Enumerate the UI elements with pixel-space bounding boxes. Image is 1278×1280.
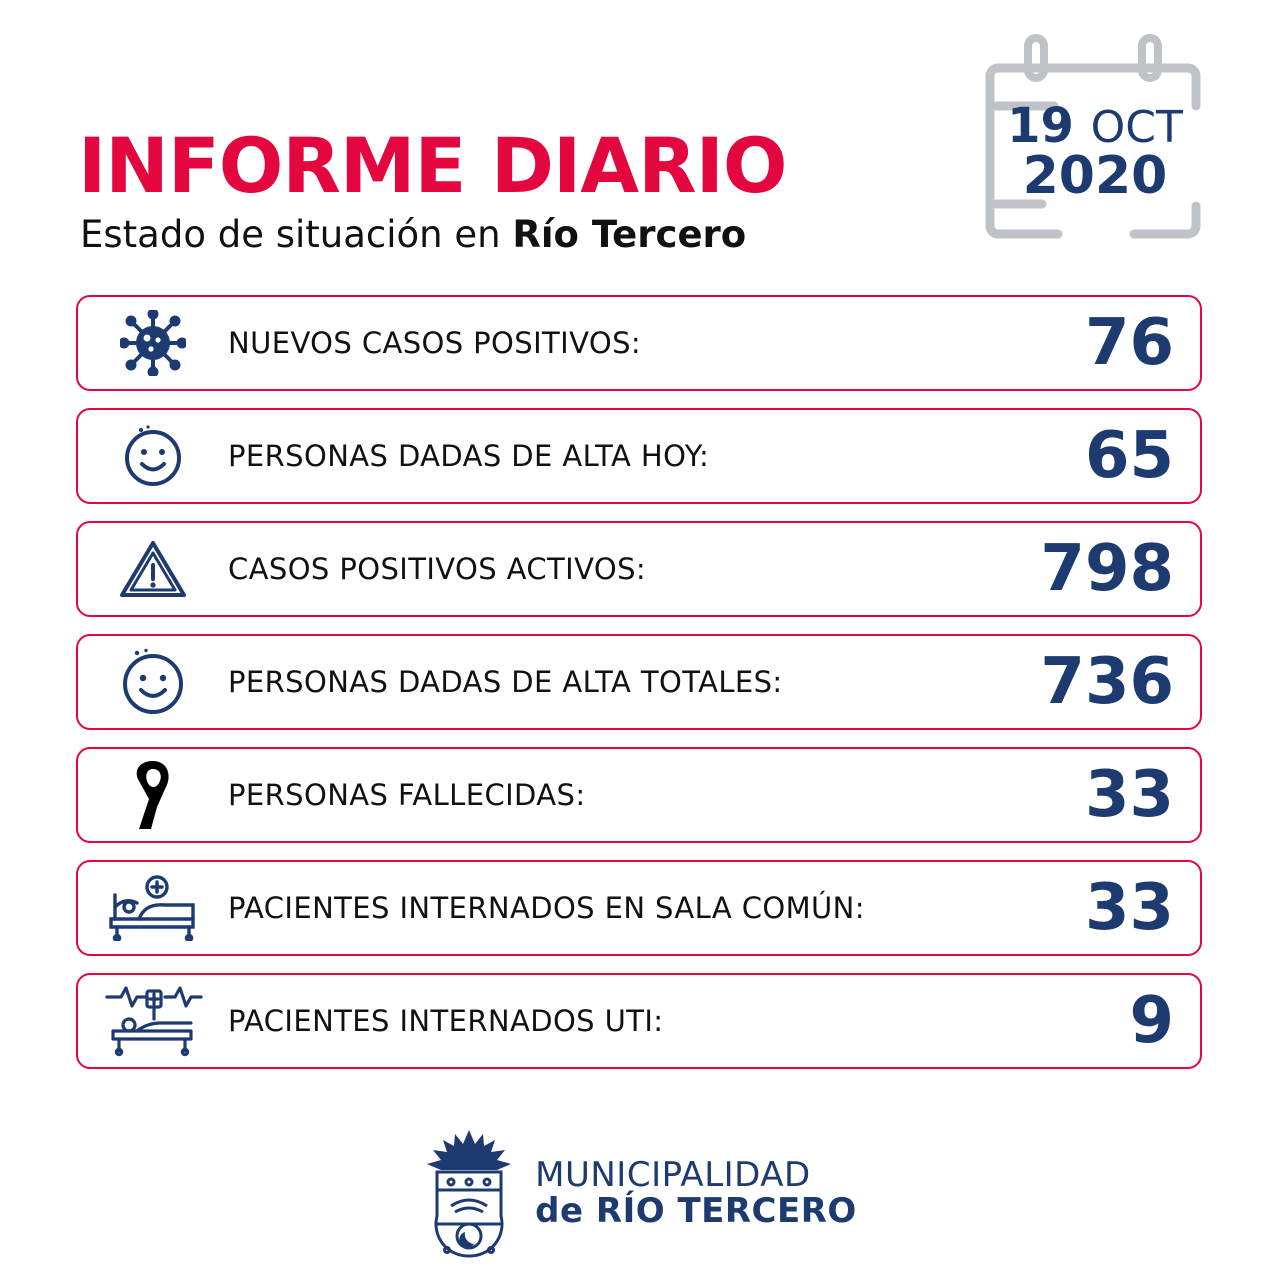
calendar-year: 2020: [1022, 145, 1168, 206]
smiley-icon: [78, 634, 228, 730]
table-row: [76, 408, 1202, 504]
stat-label: CASOS POSITIVOS ACTIVOS:: [228, 552, 647, 586]
table-row: [76, 521, 1202, 617]
smiley-small-icon: [78, 408, 228, 504]
table-row: [76, 860, 1202, 956]
stat-label: PACIENTES INTERNADOS UTI:: [228, 1004, 664, 1038]
stat-label: NUEVOS CASOS POSITIVOS:: [228, 326, 642, 360]
page-title: INFORME DIARIO: [78, 121, 787, 210]
footer-text: [535, 1155, 857, 1231]
stat-value: 33: [1084, 871, 1174, 945]
stat-value: 76: [1084, 306, 1174, 380]
virus-icon: [78, 295, 228, 391]
stat-value: 33: [1084, 758, 1174, 832]
table-row: [76, 747, 1202, 843]
stat-label: PERSONAS DADAS DE ALTA HOY:: [228, 439, 710, 473]
calendar-badge: [984, 34, 1206, 266]
hospital-bed-icon: [78, 860, 228, 956]
title-block: [78, 121, 787, 256]
stat-label: PERSONAS FALLECIDAS:: [228, 778, 586, 812]
stat-label: PACIENTES INTERNADOS EN SALA COMÚN:: [228, 891, 865, 925]
table-row: [76, 973, 1202, 1069]
mourning-ribbon-icon: [78, 747, 228, 843]
subtitle-city: Río Tercero: [512, 213, 747, 256]
page-subtitle: [80, 213, 787, 256]
stat-value: 65: [1084, 419, 1174, 493]
stat-value: 798: [1040, 532, 1174, 606]
calendar-day: 19: [1007, 98, 1074, 154]
calendar-month: OCT: [1090, 102, 1183, 153]
warning-icon: [78, 521, 228, 617]
municipal-crest-icon: [421, 1128, 517, 1260]
icu-bed-icon: [78, 973, 228, 1069]
footer: [0, 1128, 1278, 1260]
footer-line-2: de RÍO TERCERO: [535, 1191, 857, 1231]
footer-line-1: MUNICIPALIDAD: [535, 1155, 811, 1196]
table-row: [76, 295, 1202, 391]
stat-value: 736: [1040, 645, 1174, 719]
table-row: [76, 634, 1202, 730]
subtitle-prefix: Estado de situación en: [80, 213, 513, 256]
calendar-date: [984, 98, 1206, 206]
header: [0, 0, 1278, 285]
stat-value: 9: [1129, 984, 1174, 1058]
stats-list: [76, 295, 1202, 1086]
stat-label: PERSONAS DADAS DE ALTA TOTALES:: [228, 665, 783, 699]
